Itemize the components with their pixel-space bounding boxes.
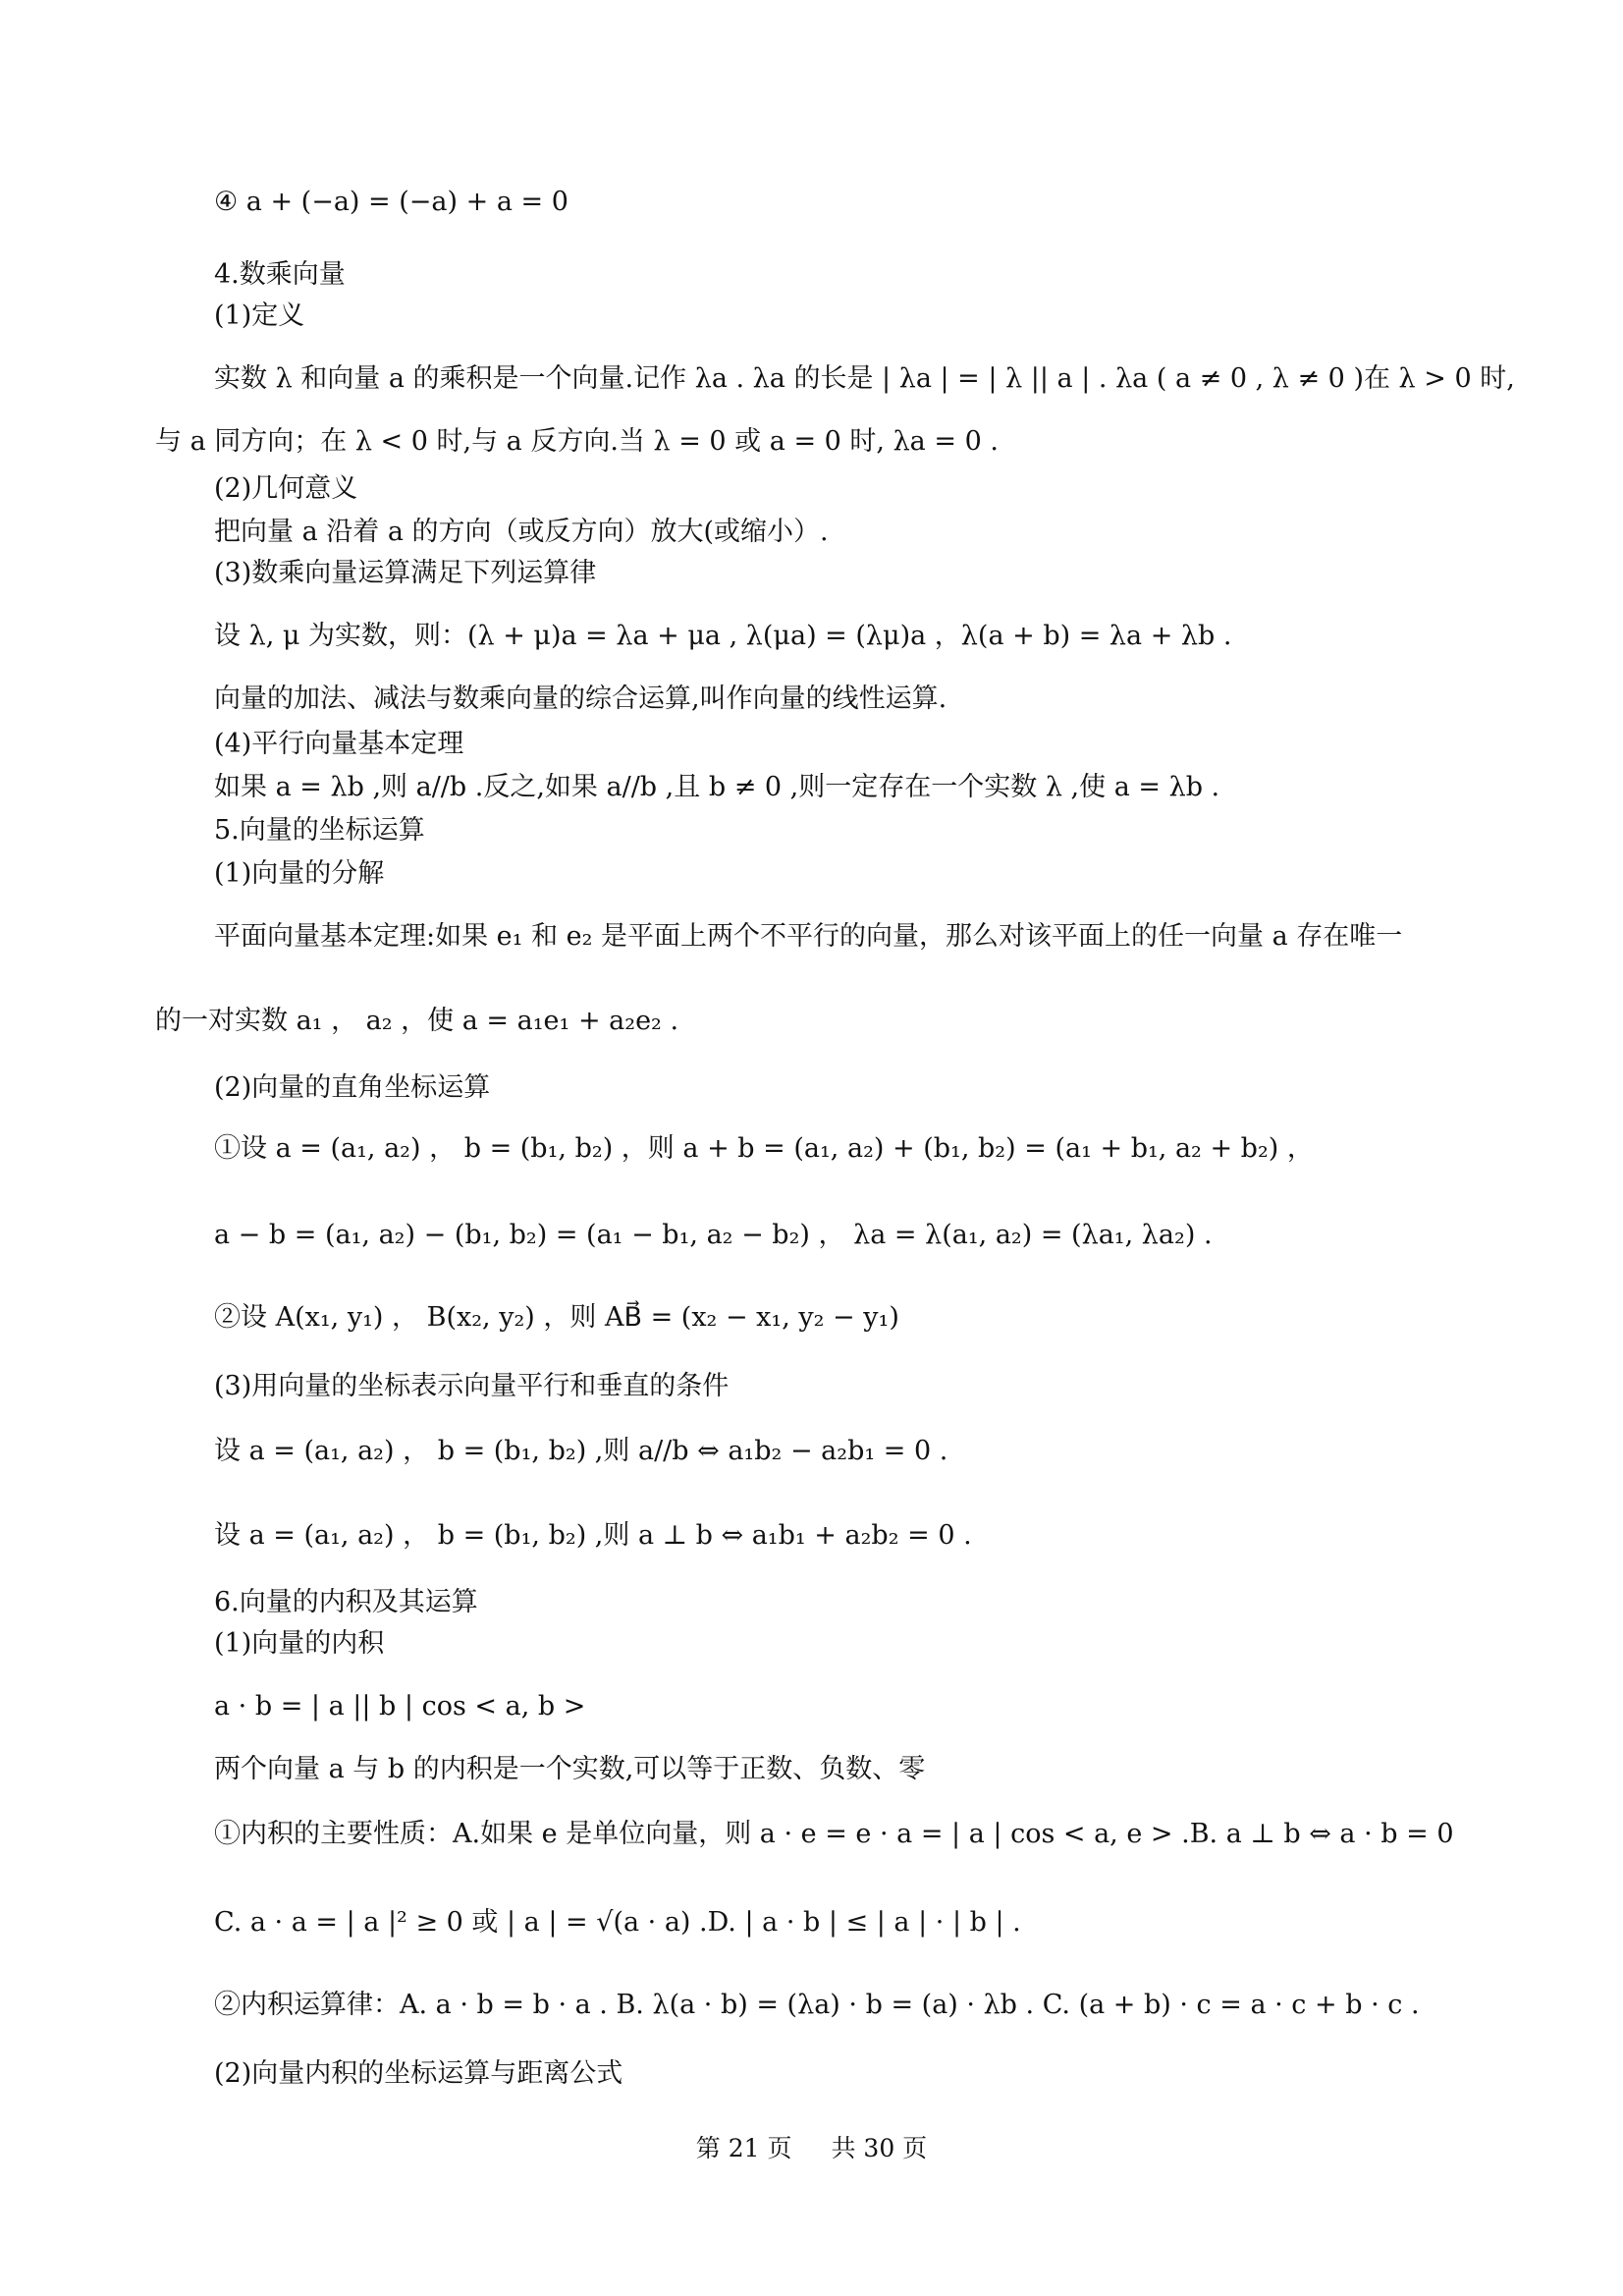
text-line: 与 a 同方向；在 λ < 0 时,与 a 反方向.当 λ = 0 或 a = 0 时, λa = 0 .	[155, 426, 999, 457]
subsection-heading: (3)数乘向量运算满足下列运算律	[214, 558, 597, 588]
page-number: 第 21 页	[695, 2134, 792, 2162]
subsection-heading: (1)向量的内积	[214, 1628, 385, 1659]
text-line: 如果 a = λb ,则 a//b .反之,如果 a//b ,且 b ≠ 0 ,则一定存在一个实数 λ ,使 a = λb .	[214, 772, 1220, 802]
subsection-heading: (4)平行向量基本定理	[214, 729, 464, 759]
subsection-heading: (1)向量的分解	[214, 858, 385, 889]
section-heading: 4.数乘向量	[214, 259, 346, 290]
text-line: 平面向量基本定理:如果 e₁ 和 e₂ 是平面上两个不平行的向量，那么对该平面上的任一向量 a 存在唯一	[214, 921, 1403, 952]
text-line: 的一对实数 a₁ ， a₂ ，使 a = a₁e₁ + a₂e₂ .	[155, 1006, 679, 1036]
text-line: ①内积的主要性质：A.如果 e 是单位向量，则 a · e = e · a = | a | cos < a, e > .B. a ⊥ b ⇔ a · b = 0	[214, 1819, 1454, 1849]
subsection-heading: (2)几何意义	[214, 473, 358, 504]
text-line: 把向量 a 沿着 a 的方向（或反方向）放大(或缩小）.	[214, 517, 829, 547]
subsection-heading: (3)用向量的坐标表示向量平行和垂直的条件	[214, 1371, 730, 1401]
text-line: 设 a = (a₁, a₂) ， b = (b₁, b₂) ,则 a//b ⇔ a₁b₂ − a₂b₁ = 0 .	[214, 1436, 948, 1466]
page-footer	[0, 2129, 1623, 2164]
text-line: 向量的加法、减法与数乘向量的综合运算,叫作向量的线性运算.	[214, 683, 947, 714]
subsection-heading: (1)定义	[214, 301, 305, 331]
text-line: ②设 A(x₁, y₁) ， B(x₂, y₂) ，则 AB⃗ = (x₂ − x₁, y₂ − y₁)	[214, 1302, 899, 1333]
section-heading: 6.向量的内积及其运算	[214, 1587, 478, 1617]
text-line: ②内积运算律：A. a · b = b · a . B. λ(a · b) = (λa) · b = (a) · λb . C. (a + b) · c = a · c + b · c .	[214, 1990, 1420, 2020]
text-line: 两个向量 a 与 b 的内积是一个实数,可以等于正数、负数、零	[214, 1754, 926, 1784]
subsection-heading: (2)向量的直角坐标运算	[214, 1072, 491, 1103]
text-line: a − b = (a₁, a₂) − (b₁, b₂) = (a₁ − b₁, a₂ − b₂) ， λa = λ(a₁, a₂) = (λa₁, λa₂) .	[214, 1220, 1213, 1250]
text-line: 实数 λ 和向量 a 的乘积是一个向量.记作 λa . λa 的长是 | λa | = | λ || a | . λa ( a ≠ 0 , λ ≠ 0 )在 λ > 0 时,	[214, 363, 1515, 394]
text-line: 设 λ, μ 为实数，则：(λ + μ)a = λa + μa , λ(μa) = (λμ)a ，λ(a + b) = λa + λb .	[214, 621, 1232, 651]
text-line: ①设 a = (a₁, a₂) ， b = (b₁, b₂) ，则 a + b = (a₁, a₂) + (b₁, b₂) = (a₁ + b₁, a₂ + b₂) ，	[214, 1133, 1314, 1164]
text-line: C. a · a = | a |² ≥ 0 或 | a | = √(a · a) .D. | a · b | ≤ | a | · | b | .	[214, 1907, 1021, 1938]
subsection-heading: (2)向量内积的坐标运算与距离公式	[214, 2058, 623, 2089]
section-heading: 5.向量的坐标运算	[214, 815, 425, 846]
text-line: 设 a = (a₁, a₂) ， b = (b₁, b₂) ,则 a ⊥ b ⇔ a₁b₁ + a₂b₂ = 0 .	[214, 1520, 972, 1551]
formula-line: a · b = | a || b | cos < a, b >	[214, 1691, 586, 1722]
page-total: 共 30 页	[831, 2134, 928, 2162]
text-line: ④ a + (−a) = (−a) + a = 0	[214, 187, 568, 217]
